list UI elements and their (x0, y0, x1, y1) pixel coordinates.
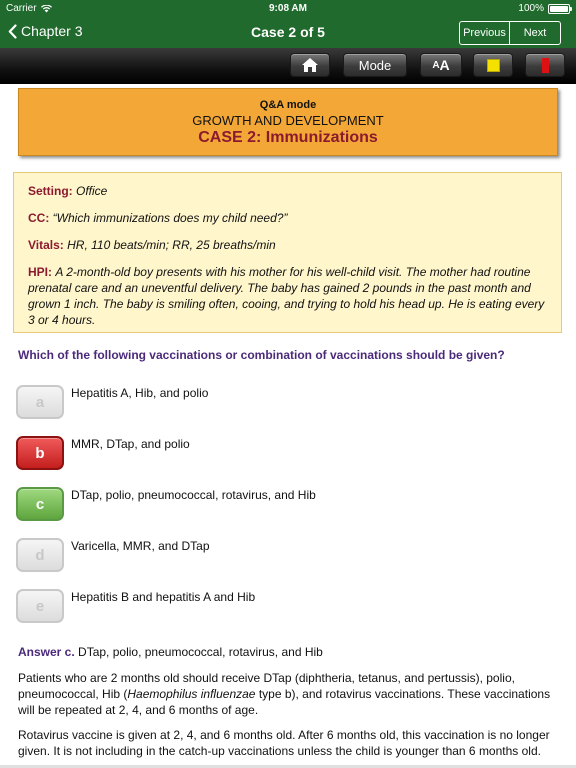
chevron-left-icon (8, 24, 17, 39)
option-a (16, 385, 561, 419)
hpi-row (28, 264, 547, 328)
vitals-label: Vitals: (28, 238, 64, 252)
hpi-label: HPI: (28, 265, 52, 279)
nav-bar (0, 18, 576, 48)
explanation-1-italic: Haemophilus influenzae (127, 687, 256, 701)
toolbar (0, 48, 576, 84)
mode-button[interactable]: Mode (343, 53, 407, 77)
answer-text: DTap, polio, pneumococcal, rotavirus, and Hib (78, 645, 323, 659)
mode-label: Q&A mode (259, 99, 317, 111)
note-icon (487, 59, 500, 72)
case-title: CASE 2: Immunizations (198, 129, 378, 146)
choice-c-button[interactable]: c (16, 487, 64, 521)
option-a-text: Hepatitis A, Hib, and polio (71, 386, 209, 400)
vitals-row (28, 237, 547, 253)
pager-control (459, 21, 561, 45)
cc-row (28, 210, 547, 226)
carrier-label: Carrier (6, 3, 37, 14)
page-title: Case 2 of 5 (251, 24, 325, 40)
cc-label: CC: (28, 211, 50, 225)
option-d (16, 538, 561, 572)
font-size-button[interactable] (420, 53, 462, 77)
question-text: Which of the following vaccinations or combination of vaccinations should be given? (18, 348, 505, 362)
cc-value: “Which immunizations does my child need?” (52, 211, 288, 225)
vitals-value: HR, 110 beats/min; RR, 25 breaths/min (67, 238, 276, 252)
battery-group (518, 3, 570, 14)
option-c-text: DTap, polio, pneumococcal, rotavirus, and Hib (71, 488, 316, 502)
case-details (13, 172, 562, 333)
flag-icon (542, 58, 549, 73)
status-time: 9:08 AM (269, 3, 307, 14)
home-button[interactable] (290, 53, 330, 77)
explanation-1-end: type b), and rotavirus vaccinations. These vaccinations will be repeated at 2, 4, and 6 months of age. (18, 687, 551, 717)
option-b (16, 436, 561, 470)
battery-icon (548, 4, 570, 14)
section-label: GROWTH AND DEVELOPMENT (192, 113, 384, 128)
explanation-paragraph-2: Rotavirus vaccine is given at 2, 4, and 6 months old. After 6 months old, this vaccination is no longer given. It is not including in the catch-up vaccinations unless the child is younger than 6 months old. (18, 728, 550, 758)
option-b-text: MMR, DTap, and polio (71, 437, 190, 451)
explanation-1-start: Patients who are 2 months old should receive DTap (diphtheria, tetanus, and pertussis), polio, pneumococcal, Hib ( (18, 671, 515, 701)
option-d-text: Varicella, MMR, and DTap (71, 539, 210, 553)
previous-button[interactable]: Previous (460, 22, 510, 44)
choice-d-button[interactable]: d (16, 538, 64, 572)
setting-label: Setting: (28, 184, 73, 198)
explanation-paragraph-1 (18, 670, 563, 718)
font-big-glyph: A (439, 57, 450, 73)
flag-button[interactable] (525, 53, 565, 77)
option-e (16, 589, 561, 623)
battery-percent: 100% (518, 3, 544, 14)
status-bar (0, 0, 576, 18)
option-e-text: Hepatitis B and hepatitis A and Hib (71, 590, 256, 604)
option-c (16, 487, 561, 521)
choice-e-button[interactable]: e (16, 589, 64, 623)
back-label: Chapter 3 (21, 23, 83, 39)
home-icon (301, 57, 319, 73)
answer-line (18, 645, 323, 659)
answer-label: Answer c. (18, 645, 75, 659)
choice-b-button[interactable]: b (16, 436, 64, 470)
note-button[interactable] (473, 53, 513, 77)
hpi-value: A 2-month-old boy presents with his mother for his well-child visit. The mother had routine prenatal care and an uneventful delivery. The baby has gained 2 pounds in the past month and grown 1 inch. The baby is smiling often, cooing, and trying to hold his head up. He is eating every 3 or 4 hours. (28, 265, 545, 327)
font-small-glyph: A (432, 59, 440, 71)
setting-value: Office (76, 184, 108, 198)
choice-a-button[interactable]: a (16, 385, 64, 419)
case-header (18, 88, 558, 156)
next-button[interactable]: Next (523, 27, 547, 39)
setting-row (28, 183, 547, 199)
back-button[interactable] (8, 23, 82, 39)
